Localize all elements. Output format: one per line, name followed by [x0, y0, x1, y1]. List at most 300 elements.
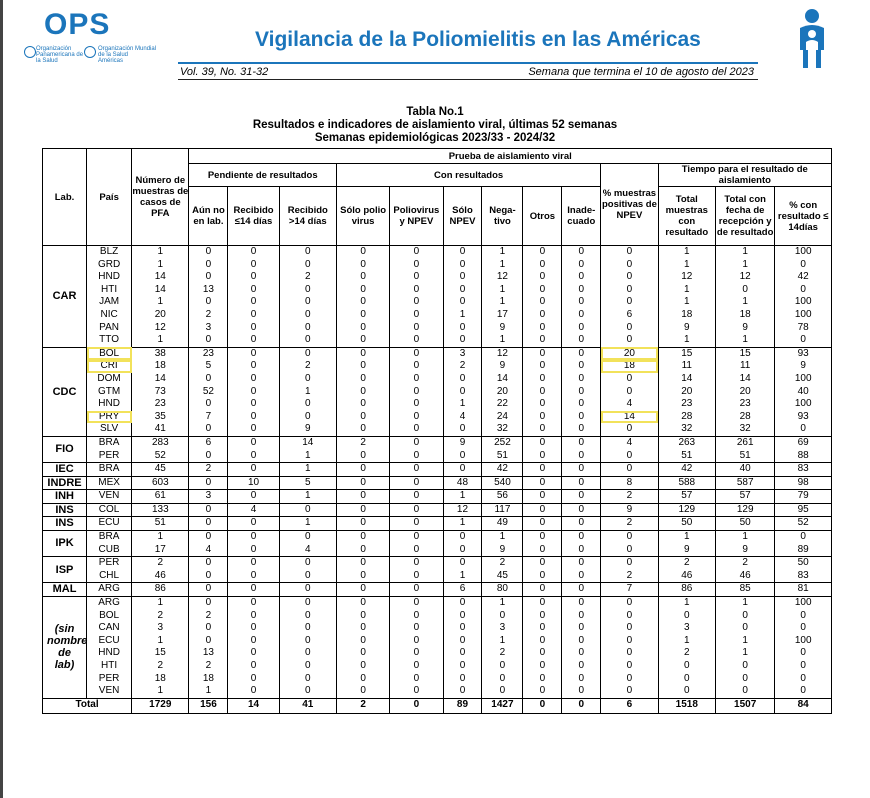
- cell-otros: 0: [523, 259, 562, 272]
- cell-inadecuado: 0: [562, 347, 601, 360]
- cell-aun-no-en-lab: 23: [189, 347, 228, 360]
- cell-total-muestras: 3: [658, 622, 715, 635]
- cell-total-muestras: 46: [658, 570, 715, 583]
- cell-solo-polio: 0: [336, 398, 389, 411]
- cell-solo-polio: 0: [336, 386, 389, 399]
- cell-pais: VEN: [87, 490, 132, 504]
- cell-pais: BOL: [87, 610, 132, 623]
- cell-numero-muestras: 1: [132, 334, 189, 347]
- cell-total-fecha: 57: [715, 490, 774, 504]
- cell-total-fecha: 85: [715, 583, 774, 597]
- cell-aun-no-en-lab: 1: [189, 685, 228, 698]
- cell-aun-no-en-lab: 0: [189, 476, 228, 490]
- cell-negativo: 0: [482, 685, 523, 698]
- cell-recibido-mas-14: 1: [279, 386, 336, 399]
- cell-total-total-fecha: 1507: [715, 698, 774, 713]
- cell-solo-polio: 0: [336, 476, 389, 490]
- cell-total-fecha: 261: [715, 436, 774, 449]
- cell-total-fecha: 51: [715, 450, 774, 463]
- cell-poliovirus-npev: 0: [390, 450, 443, 463]
- cell-poliovirus-npev: 0: [390, 347, 443, 360]
- cell-aun-no-en-lab: 2: [189, 610, 228, 623]
- cell-inadecuado: 0: [562, 309, 601, 322]
- cell-total-muestras: 28: [658, 411, 715, 424]
- cell-negativo: 51: [482, 450, 523, 463]
- cell-otros: 0: [523, 463, 562, 477]
- cell-poliovirus-npev: 0: [390, 660, 443, 673]
- cell-total-fecha: 28: [715, 411, 774, 424]
- cell-pct-npev: 0: [601, 334, 658, 347]
- person-child-icon: [792, 8, 832, 70]
- cell-total-fecha: 1: [715, 531, 774, 544]
- cell-negativo: 0: [482, 610, 523, 623]
- cell-solo-npev: 1: [443, 309, 482, 322]
- cell-pct-npev: 2: [601, 490, 658, 504]
- table-row: [43, 309, 832, 322]
- cell-solo-npev: 1: [443, 570, 482, 583]
- cell-pct-npev: 14: [601, 411, 658, 424]
- cell-poliovirus-npev: 0: [390, 557, 443, 570]
- page-title: Vigilancia de la Poliomielitis en las Américas: [255, 28, 701, 51]
- table-row: [43, 531, 832, 544]
- cell-solo-polio: 0: [336, 296, 389, 309]
- header-tiempo: Tiempo para el resultado de aislamiento: [658, 164, 831, 187]
- cell-aun-no-en-lab: 6: [189, 436, 228, 449]
- cell-numero-muestras: 86: [132, 583, 189, 597]
- cell-solo-polio: 0: [336, 347, 389, 360]
- cell-negativo: 1: [482, 259, 523, 272]
- cell-poliovirus-npev: 0: [390, 411, 443, 424]
- cell-total-aun-no-en-lab: 156: [189, 698, 228, 713]
- cell-recibido-mas-14: 0: [279, 296, 336, 309]
- cell-aun-no-en-lab: 0: [189, 246, 228, 259]
- cell-otros: 0: [523, 373, 562, 386]
- cell-aun-no-en-lab: 4: [189, 544, 228, 557]
- globe-icon: [24, 46, 36, 58]
- cell-lab: IPK: [43, 531, 87, 557]
- table-row: [43, 347, 832, 360]
- cell-pais: CUB: [87, 544, 132, 557]
- cell-pct-npev: 0: [601, 660, 658, 673]
- cell-pct-14dias: 81: [775, 583, 832, 597]
- cell-numero-muestras: 35: [132, 411, 189, 424]
- cell-pct-14dias: 9: [775, 360, 832, 373]
- cell-solo-polio: 0: [336, 450, 389, 463]
- cell-poliovirus-npev: 0: [390, 476, 443, 490]
- table-row: [43, 583, 832, 597]
- cell-negativo: 22: [482, 398, 523, 411]
- cell-aun-no-en-lab: 0: [189, 583, 228, 597]
- cell-pais: PRY: [87, 411, 132, 424]
- cell-pais: HND: [87, 647, 132, 660]
- cell-otros: 0: [523, 284, 562, 297]
- cell-inadecuado: 0: [562, 597, 601, 610]
- cell-solo-npev: 0: [443, 296, 482, 309]
- header-numero-muestras: Número de muestras de casos de PFA: [132, 149, 189, 246]
- cell-recibido-14: 0: [228, 322, 279, 335]
- cell-pct-14dias: 0: [775, 622, 832, 635]
- header-pct-14dias: % con resultado ≤ 14días: [775, 187, 832, 246]
- cell-solo-npev: 0: [443, 386, 482, 399]
- table-row: [43, 296, 832, 309]
- cell-pais: HTI: [87, 284, 132, 297]
- cell-total-muestras: 1: [658, 635, 715, 648]
- table-row: [43, 463, 832, 477]
- header-negativo: Nega- tivo: [482, 187, 523, 246]
- cell-solo-npev: 1: [443, 517, 482, 531]
- cell-lab: (sin nombre de lab): [43, 597, 87, 699]
- cell-pais: SLV: [87, 423, 132, 436]
- cell-total-pct-14dias: 84: [775, 698, 832, 713]
- cell-solo-npev: 1: [443, 490, 482, 504]
- cell-recibido-mas-14: 0: [279, 557, 336, 570]
- cell-total-total-muestras: 1518: [658, 698, 715, 713]
- cell-inadecuado: 0: [562, 360, 601, 373]
- cell-numero-muestras: 41: [132, 423, 189, 436]
- cell-total-muestras: 20: [658, 386, 715, 399]
- cell-total-fecha: 587: [715, 476, 774, 490]
- cell-negativo: 49: [482, 517, 523, 531]
- cell-aun-no-en-lab: 0: [189, 557, 228, 570]
- cell-solo-polio: 0: [336, 284, 389, 297]
- cell-solo-npev: 0: [443, 544, 482, 557]
- cell-pct-14dias: 100: [775, 296, 832, 309]
- cell-pct-14dias: 88: [775, 450, 832, 463]
- cell-negativo: 14: [482, 373, 523, 386]
- cell-pct-npev: 18: [601, 360, 658, 373]
- cell-recibido-mas-14: 4: [279, 544, 336, 557]
- cell-recibido-mas-14: 5: [279, 476, 336, 490]
- header-total-muestras: Total muestras con resultado: [658, 187, 715, 246]
- cell-lab: FIO: [43, 436, 87, 462]
- cell-numero-muestras: 51: [132, 517, 189, 531]
- cell-pais: PER: [87, 557, 132, 570]
- cell-solo-npev: 0: [443, 622, 482, 635]
- cell-recibido-mas-14: 0: [279, 597, 336, 610]
- table-title: Tabla No.1: [406, 106, 464, 118]
- cell-pais: BRA: [87, 436, 132, 449]
- cell-pct-npev: 6: [601, 309, 658, 322]
- cell-pais: BRA: [87, 463, 132, 477]
- cell-otros: 0: [523, 557, 562, 570]
- header-prueba-aislamiento: Prueba de aislamiento viral: [189, 149, 832, 164]
- cell-pct-npev: 20: [601, 347, 658, 360]
- cell-otros: 0: [523, 309, 562, 322]
- cell-recibido-14: 0: [228, 296, 279, 309]
- header-rule: [178, 62, 758, 64]
- table-row: [43, 334, 832, 347]
- cell-solo-npev: 48: [443, 476, 482, 490]
- cell-negativo: 32: [482, 423, 523, 436]
- table-row: [43, 476, 832, 490]
- globe-icon: [84, 46, 96, 58]
- cell-poliovirus-npev: 0: [390, 334, 443, 347]
- cell-numero-muestras: 1: [132, 259, 189, 272]
- cell-pct-14dias: 100: [775, 597, 832, 610]
- cell-negativo: 56: [482, 490, 523, 504]
- cell-poliovirus-npev: 0: [390, 284, 443, 297]
- cell-recibido-mas-14: 0: [279, 570, 336, 583]
- cell-numero-muestras: 603: [132, 476, 189, 490]
- cell-numero-muestras: 20: [132, 309, 189, 322]
- cell-total-fecha: 50: [715, 517, 774, 531]
- cell-solo-polio: 0: [336, 660, 389, 673]
- cell-solo-polio: 0: [336, 583, 389, 597]
- cell-solo-npev: 0: [443, 673, 482, 686]
- cell-solo-npev: 0: [443, 334, 482, 347]
- cell-otros: 0: [523, 450, 562, 463]
- cell-solo-polio: 0: [336, 360, 389, 373]
- cell-solo-npev: 0: [443, 557, 482, 570]
- cell-poliovirus-npev: 0: [390, 436, 443, 449]
- cell-solo-polio: 0: [336, 544, 389, 557]
- cell-numero-muestras: 45: [132, 463, 189, 477]
- table-row: [43, 685, 832, 698]
- cell-recibido-mas-14: 0: [279, 503, 336, 517]
- cell-inadecuado: 0: [562, 450, 601, 463]
- cell-numero-muestras: 1: [132, 597, 189, 610]
- cell-aun-no-en-lab: 0: [189, 597, 228, 610]
- cell-recibido-14: 0: [228, 360, 279, 373]
- cell-total-muestras: 2: [658, 647, 715, 660]
- cell-total-fecha: 12: [715, 271, 774, 284]
- cell-recibido-mas-14: 1: [279, 463, 336, 477]
- cell-solo-npev: 6: [443, 583, 482, 597]
- cell-pais: PAN: [87, 322, 132, 335]
- header-solo-polio: Sólo polio virus: [336, 187, 389, 246]
- cell-negativo: 1: [482, 635, 523, 648]
- cell-total-muestras: 0: [658, 673, 715, 686]
- cell-total-fecha: 129: [715, 503, 774, 517]
- cell-solo-npev: 0: [443, 284, 482, 297]
- cell-negativo: 117: [482, 503, 523, 517]
- table-row: [43, 517, 832, 531]
- cell-solo-npev: 0: [443, 463, 482, 477]
- org-name-who: Organización Mundial de la Salud Américas: [98, 46, 157, 64]
- cell-lab: INS: [43, 503, 87, 517]
- cell-aun-no-en-lab: 0: [189, 398, 228, 411]
- cell-inadecuado: 0: [562, 296, 601, 309]
- cell-pct-npev: 0: [601, 597, 658, 610]
- total-row: [43, 698, 832, 713]
- cell-lab: CDC: [43, 347, 87, 436]
- cell-recibido-mas-14: 0: [279, 685, 336, 698]
- cell-pais: VEN: [87, 685, 132, 698]
- cell-pct-npev: 2: [601, 517, 658, 531]
- cell-pct-14dias: 100: [775, 246, 832, 259]
- cell-recibido-mas-14: 0: [279, 309, 336, 322]
- cell-inadecuado: 0: [562, 570, 601, 583]
- cell-inadecuado: 0: [562, 423, 601, 436]
- cell-recibido-14: 0: [228, 386, 279, 399]
- cell-pct-npev: 4: [601, 436, 658, 449]
- cell-total-muestras: 9: [658, 322, 715, 335]
- table-row: [43, 398, 832, 411]
- cell-total-fecha: 1: [715, 647, 774, 660]
- cell-pct-npev: 0: [601, 685, 658, 698]
- cell-solo-npev: 0: [443, 322, 482, 335]
- cell-inadecuado: 0: [562, 386, 601, 399]
- cell-total-muestras: 1: [658, 531, 715, 544]
- cell-solo-polio: 0: [336, 570, 389, 583]
- cell-otros: 0: [523, 436, 562, 449]
- cell-recibido-14: 0: [228, 259, 279, 272]
- cell-pct-npev: 0: [601, 373, 658, 386]
- cell-pct-npev: 0: [601, 246, 658, 259]
- cell-inadecuado: 0: [562, 503, 601, 517]
- cell-aun-no-en-lab: 0: [189, 531, 228, 544]
- cell-solo-polio: 0: [336, 610, 389, 623]
- cell-otros: 0: [523, 490, 562, 504]
- cell-total-muestras: 12: [658, 271, 715, 284]
- cell-otros: 0: [523, 411, 562, 424]
- cell-numero-muestras: 3: [132, 622, 189, 635]
- table-row: [43, 436, 832, 449]
- cell-total-fecha: 0: [715, 673, 774, 686]
- table-row: [43, 386, 832, 399]
- table-weeks: Semanas epidemiológicas 2023/33 - 2024/32: [314, 132, 556, 144]
- cell-total-solo-npev: 89: [443, 698, 482, 713]
- cell-otros: 0: [523, 597, 562, 610]
- cell-total-fecha: 11: [715, 360, 774, 373]
- cell-numero-muestras: 2: [132, 557, 189, 570]
- cell-aun-no-en-lab: 0: [189, 503, 228, 517]
- cell-aun-no-en-lab: 3: [189, 490, 228, 504]
- cell-pct-npev: 4: [601, 398, 658, 411]
- cell-total-solo-polio: 2: [336, 698, 389, 713]
- cell-solo-polio: 0: [336, 647, 389, 660]
- header-recibido-mas-14: Recibido >14 días: [279, 187, 336, 246]
- cell-otros: 0: [523, 517, 562, 531]
- cell-solo-npev: 0: [443, 259, 482, 272]
- cell-pct-14dias: 0: [775, 284, 832, 297]
- cell-negativo: 9: [482, 322, 523, 335]
- cell-recibido-14: 0: [228, 583, 279, 597]
- cell-solo-npev: 0: [443, 647, 482, 660]
- cell-pct-14dias: 0: [775, 334, 832, 347]
- cell-solo-npev: 0: [443, 685, 482, 698]
- cell-inadecuado: 0: [562, 271, 601, 284]
- cell-total-fecha: 0: [715, 622, 774, 635]
- cell-solo-npev: 0: [443, 610, 482, 623]
- cell-pct-14dias: 52: [775, 517, 832, 531]
- cell-pct-npev: 0: [601, 284, 658, 297]
- cell-total-muestras: 0: [658, 660, 715, 673]
- cell-pct-14dias: 100: [775, 309, 832, 322]
- cell-total-pct-npev: 6: [601, 698, 658, 713]
- cell-otros: 0: [523, 531, 562, 544]
- cell-negativo: 80: [482, 583, 523, 597]
- cell-aun-no-en-lab: 0: [189, 517, 228, 531]
- cell-aun-no-en-lab: 0: [189, 622, 228, 635]
- cell-recibido-mas-14: 0: [279, 531, 336, 544]
- cell-poliovirus-npev: 0: [390, 463, 443, 477]
- cell-poliovirus-npev: 0: [390, 583, 443, 597]
- cell-pais: NIC: [87, 309, 132, 322]
- cell-otros: 0: [523, 622, 562, 635]
- cell-solo-npev: 0: [443, 635, 482, 648]
- cell-total-muestras: 0: [658, 685, 715, 698]
- cell-pct-npev: 0: [601, 622, 658, 635]
- cell-otros: 0: [523, 583, 562, 597]
- header-solo-npev: Sólo NPEV: [443, 187, 482, 246]
- cell-pais: HND: [87, 398, 132, 411]
- table-row: [43, 557, 832, 570]
- org-name-paho: Organización Panamericana de la Salud: [36, 46, 84, 64]
- cell-inadecuado: 0: [562, 673, 601, 686]
- cell-numero-muestras: 12: [132, 322, 189, 335]
- cell-numero-muestras: 2: [132, 660, 189, 673]
- cell-solo-polio: 0: [336, 411, 389, 424]
- cell-solo-polio: 0: [336, 685, 389, 698]
- cell-aun-no-en-lab: 13: [189, 284, 228, 297]
- cell-aun-no-en-lab: 0: [189, 635, 228, 648]
- cell-total-fecha: 2: [715, 557, 774, 570]
- cell-pct-14dias: 42: [775, 271, 832, 284]
- cell-pais: GRD: [87, 259, 132, 272]
- cell-pct-npev: 0: [601, 544, 658, 557]
- cell-solo-polio: 0: [336, 531, 389, 544]
- cell-recibido-mas-14: 0: [279, 635, 336, 648]
- cell-solo-npev: 0: [443, 531, 482, 544]
- cell-solo-polio: 2: [336, 436, 389, 449]
- cell-recibido-14: 0: [228, 436, 279, 449]
- cell-solo-polio: 0: [336, 309, 389, 322]
- table-row: [43, 673, 832, 686]
- cell-inadecuado: 0: [562, 635, 601, 648]
- cell-numero-muestras: 18: [132, 673, 189, 686]
- cell-aun-no-en-lab: 3: [189, 322, 228, 335]
- cell-solo-polio: 0: [336, 597, 389, 610]
- cell-lab: MAL: [43, 583, 87, 597]
- header-pais: País: [87, 149, 132, 246]
- cell-recibido-mas-14: 9: [279, 423, 336, 436]
- cell-pct-npev: 0: [601, 386, 658, 399]
- cell-otros: 0: [523, 673, 562, 686]
- cell-recibido-14: 0: [228, 570, 279, 583]
- cell-pct-14dias: 98: [775, 476, 832, 490]
- cell-numero-muestras: 15: [132, 647, 189, 660]
- cell-total-muestras: 1: [658, 259, 715, 272]
- cell-negativo: 1: [482, 531, 523, 544]
- cell-numero-muestras: 61: [132, 490, 189, 504]
- cell-recibido-14: 0: [228, 423, 279, 436]
- cell-recibido-14: 0: [228, 450, 279, 463]
- cell-pais: HTI: [87, 660, 132, 673]
- cell-pais: CAN: [87, 622, 132, 635]
- cell-total-fecha: 14: [715, 373, 774, 386]
- table-body: [43, 246, 832, 714]
- cell-aun-no-en-lab: 2: [189, 463, 228, 477]
- cell-recibido-14: 0: [228, 557, 279, 570]
- cell-recibido-mas-14: 0: [279, 347, 336, 360]
- cell-poliovirus-npev: 0: [390, 271, 443, 284]
- cell-negativo: 20: [482, 386, 523, 399]
- cell-poliovirus-npev: 0: [390, 635, 443, 648]
- cell-recibido-mas-14: 0: [279, 622, 336, 635]
- cell-pais: COL: [87, 503, 132, 517]
- cell-recibido-14: 0: [228, 334, 279, 347]
- cell-solo-polio: 0: [336, 334, 389, 347]
- cell-aun-no-en-lab: 2: [189, 309, 228, 322]
- cell-poliovirus-npev: 0: [390, 296, 443, 309]
- table-row: [43, 360, 832, 373]
- cell-total-fecha: 18: [715, 309, 774, 322]
- cell-total-fecha: 0: [715, 610, 774, 623]
- cell-otros: 0: [523, 635, 562, 648]
- cell-pct-14dias: 0: [775, 610, 832, 623]
- cell-inadecuado: 0: [562, 322, 601, 335]
